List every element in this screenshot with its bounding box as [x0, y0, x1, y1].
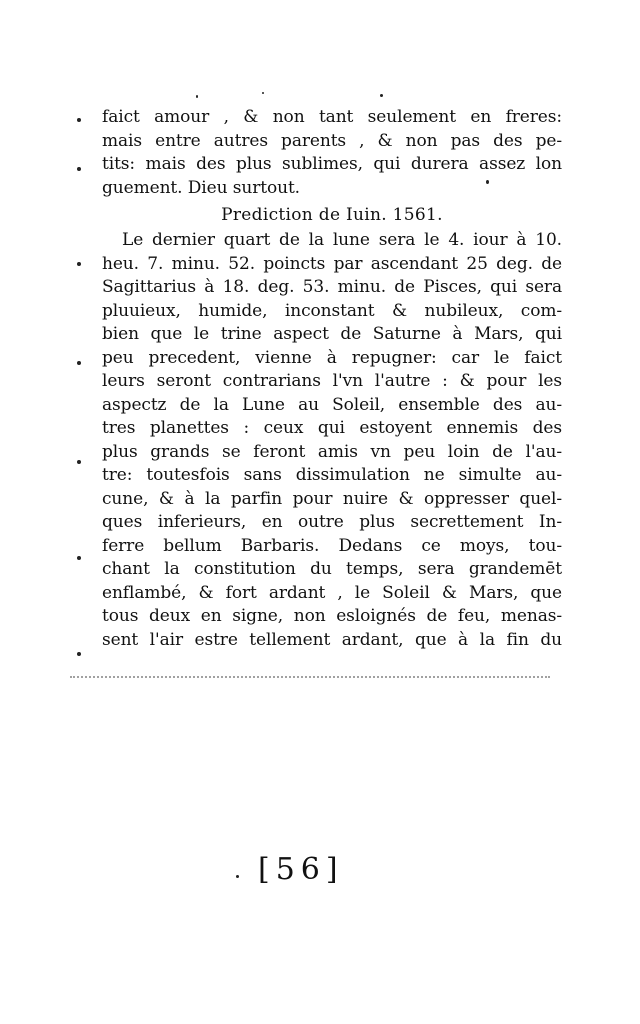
text-line: mais entre autres parents , & non pas des pe- — [102, 130, 562, 151]
text-line: guement. Dieu surtout. — [102, 177, 300, 198]
paragraph-line: enflambé, & fort ardant , le Soleil & Mars, que — [102, 582, 562, 603]
bleed-through-line — [70, 676, 550, 684]
scan-speck — [77, 652, 81, 656]
paragraph-line: ferre bellum Barbaris. Dedans ce moys, tou- — [102, 535, 562, 556]
scan-speck — [77, 361, 81, 365]
scan-speck — [77, 460, 81, 464]
scan-speck — [77, 556, 81, 560]
paragraph-line: plus grands se feront amis vn peu loin de l'au- — [102, 441, 562, 462]
page-number: [56] — [258, 852, 344, 887]
paragraph-line: cune, & à la parfin pour nuire & oppresser quel- — [102, 488, 562, 509]
paragraph-line: tres planettes : ceux qui estoyent ennemis des — [102, 418, 562, 438]
text-line: tits: mais des plus sublimes, qui durera assez lon — [102, 154, 562, 174]
scan-speck — [77, 262, 81, 266]
paragraph-line: sent l'air estre tellement ardant, que à la fin du — [102, 629, 562, 650]
text-block — [102, 106, 562, 652]
paragraph-line: tous deux en signe, non esloignés de feu, menas- — [102, 606, 562, 626]
scan-speck — [262, 92, 264, 94]
scan-speck — [77, 118, 81, 122]
scan-speck — [380, 94, 383, 97]
paragraph-line: heu. 7. minu. 52. poincts par ascendant 25 deg. de — [102, 253, 562, 274]
scan-speck — [236, 875, 239, 878]
paragraph-line: ques inferieurs, en outre plus secrettement In- — [102, 512, 562, 532]
scan-speck — [196, 95, 198, 98]
paragraph-line: tre: toutesfois sans dissimulation ne simulte au- — [102, 465, 562, 485]
paragraph-line: leurs seront contrarians l'vn l'autre : & pour les — [102, 371, 562, 391]
text-line: faict amour , & non tant seulement en freres: — [102, 107, 562, 127]
paragraph-line: bien que le trine aspect de Saturne à Mars, qui — [102, 324, 562, 344]
paragraph-line: chant la constitution du temps, sera grandemēt — [102, 559, 562, 579]
section-heading: Prediction de Iuin. 1561. — [221, 205, 443, 225]
paragraph-line: Sagittarius à 18. deg. 53. minu. de Pisces, qui sera — [102, 277, 562, 297]
paragraph-line: pluuieux, humide, inconstant & nubileux, com- — [102, 300, 562, 321]
paragraph-line: peu precedent, vienne à repugner: car le faict — [102, 347, 562, 368]
paragraph-line: Le dernier quart de la lune sera le 4. iour à 10. — [122, 230, 562, 250]
paragraph-line: aspectz de la Lune au Soleil, ensemble des au- — [102, 394, 562, 415]
scan-speck — [77, 167, 81, 171]
